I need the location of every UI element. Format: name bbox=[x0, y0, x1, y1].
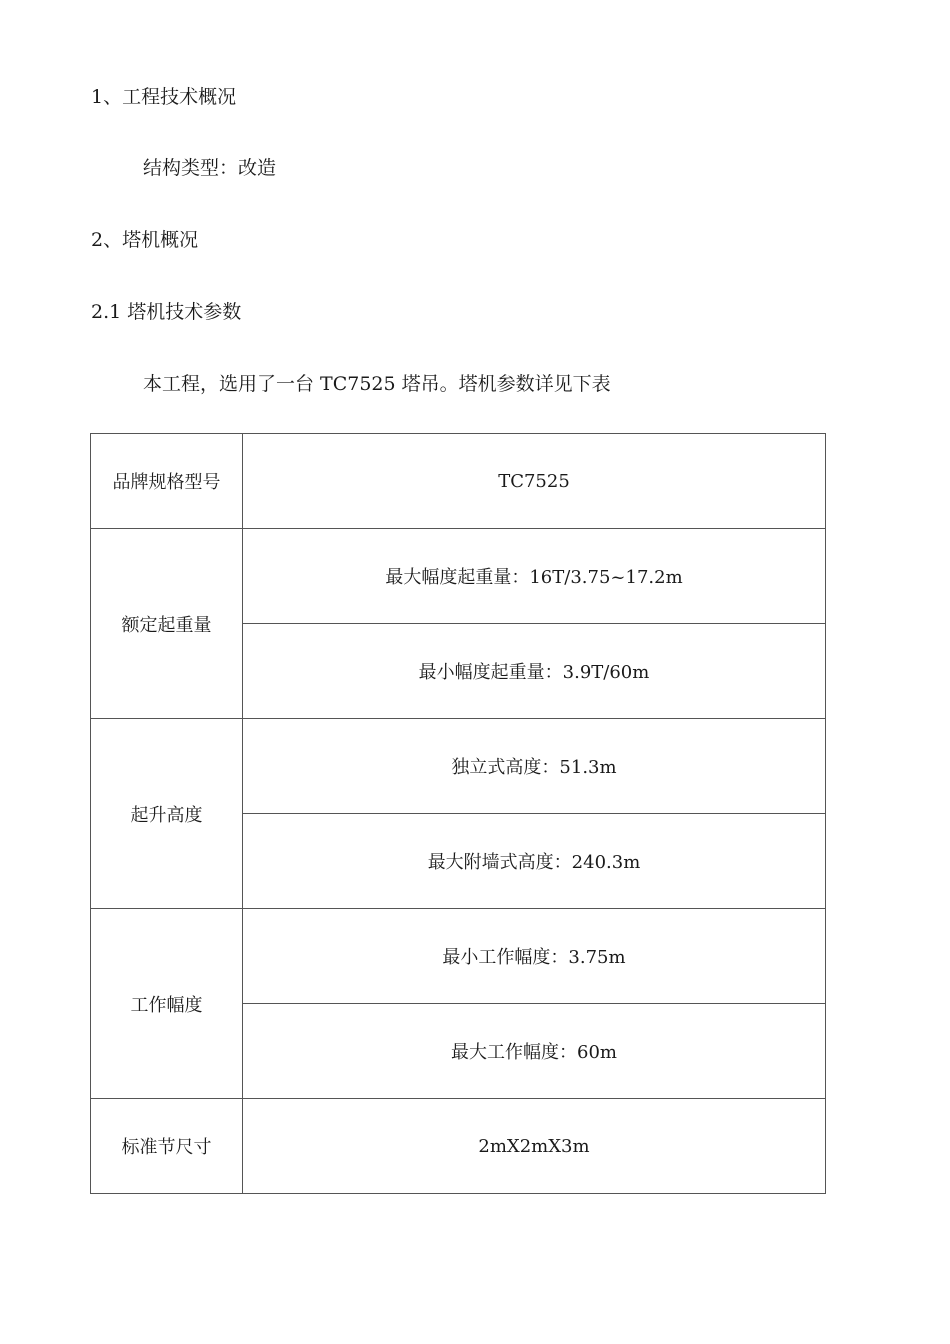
crane-spec-table bbox=[90, 433, 826, 1194]
table-row bbox=[91, 909, 826, 1004]
row-value: 最大工作幅度：60m bbox=[243, 1004, 826, 1099]
row-value: TC7525 bbox=[243, 434, 826, 529]
row-label: 起升高度 bbox=[91, 719, 243, 909]
row-value: 最小工作幅度：3.75m bbox=[243, 909, 826, 1004]
section-heading-1: 1、工程技术概况 bbox=[91, 86, 237, 108]
row-value: 最大附墙式高度：240.3m bbox=[243, 814, 826, 909]
table-row bbox=[91, 434, 826, 529]
row-value: 2mX2mX3m bbox=[243, 1099, 826, 1194]
intro-paragraph: 本工程，选用了一台 TC7525 塔吊。塔机参数详见下表 bbox=[143, 373, 611, 395]
row-label: 品牌规格型号 bbox=[91, 434, 243, 529]
table-row bbox=[91, 529, 826, 624]
row-value: 独立式高度：51.3m bbox=[243, 719, 826, 814]
row-label: 额定起重量 bbox=[91, 529, 243, 719]
row-label: 工作幅度 bbox=[91, 909, 243, 1099]
row-value: 最大幅度起重量：16T/3.75~17.2m bbox=[243, 529, 826, 624]
section-heading-2: 2、塔机概况 bbox=[91, 229, 199, 251]
table-row bbox=[91, 1099, 826, 1194]
section-heading-2-1: 2.1 塔机技术参数 bbox=[91, 301, 242, 323]
table-row bbox=[91, 719, 826, 814]
row-value: 最小幅度起重量：3.9T/60m bbox=[243, 624, 826, 719]
structure-type-text: 结构类型：改造 bbox=[143, 157, 277, 179]
row-label: 标准节尺寸 bbox=[91, 1099, 243, 1194]
